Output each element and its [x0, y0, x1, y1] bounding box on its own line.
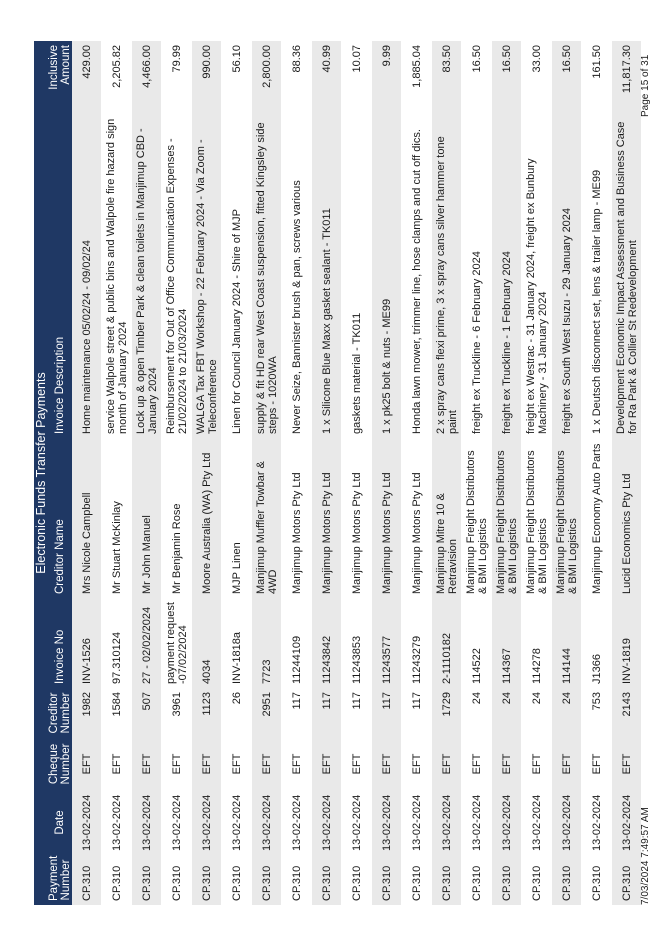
table-row — [552, 41, 582, 905]
cell-cheque-number: EFT — [380, 753, 393, 775]
cell-invoice-description: Reimbursement for Out of Office Communication Expenses - 21/02/2024 to 21/03/2024 — [164, 138, 189, 434]
cell-inclusive-amount: 161.50 — [590, 45, 603, 79]
cell-creditor-name: Mr Stuart McKinlay — [110, 501, 123, 594]
table-row — [192, 41, 222, 905]
cell-creditor-number: 24 — [500, 692, 513, 705]
cell-date: 13-02-2024 — [80, 794, 93, 851]
table-row — [462, 41, 492, 905]
header-creditor-name: Creditor Name — [54, 519, 66, 594]
cell-creditor-number: 117 — [350, 692, 363, 710]
cell-payment-number: CP.310 — [590, 865, 603, 901]
cell-invoice-description: freight ex Westrac - 31 January 2024, freight ex Bunbury Machinery - 31 January 2024 — [524, 158, 549, 434]
cell-cheque-number: EFT — [140, 753, 153, 775]
cell-date: 13-02-2024 — [620, 794, 633, 851]
cell-creditor-number: 2951 — [260, 692, 273, 717]
table-row — [222, 41, 252, 905]
cell-payment-number: CP.310 — [410, 865, 423, 901]
table-row — [582, 41, 612, 905]
cell-creditor-number: 1729 — [440, 692, 453, 717]
table-header-row — [48, 41, 72, 905]
header-cheque-number: Cheque Number — [48, 743, 72, 785]
cell-creditor-number: 26 — [230, 692, 243, 705]
cell-invoice-no: 97.310124 — [110, 632, 123, 684]
cell-payment-number: CP.310 — [170, 865, 183, 901]
cell-inclusive-amount: 429.00 — [80, 45, 93, 79]
cell-invoice-no: 11243577 — [380, 635, 393, 684]
cell-date: 13-02-2024 — [200, 794, 213, 851]
cell-inclusive-amount: 56.10 — [230, 45, 243, 73]
cell-invoice-description: 1 x pk25 bolt & nuts - ME99 — [380, 298, 393, 434]
cell-creditor-number: 1982 — [80, 692, 93, 717]
cell-cheque-number: EFT — [500, 753, 513, 775]
cell-date: 13-02-2024 — [230, 794, 243, 851]
table-row — [312, 41, 342, 905]
cell-date: 13-02-2024 — [170, 794, 183, 851]
cell-inclusive-amount: 2,800.00 — [260, 45, 273, 88]
header-creditor-number: Creditor Number — [48, 692, 72, 734]
table-banner: Electronic Funds Transfer Payments — [34, 41, 48, 905]
cell-inclusive-amount: 16.50 — [560, 45, 573, 73]
table-row — [72, 41, 102, 905]
cell-date: 13-02-2024 — [350, 794, 363, 851]
cell-cheque-number: EFT — [590, 753, 603, 775]
cell-creditor-name: Mr Benjamin Rose — [170, 503, 183, 594]
cell-creditor-name: Manjimup Motors Pty Ltd — [320, 472, 333, 594]
header-inclusive-amount: Inclusive Amount — [48, 45, 72, 90]
cell-payment-number: CP.310 — [320, 865, 333, 901]
cell-inclusive-amount: 16.50 — [500, 45, 513, 73]
cell-creditor-number: 24 — [560, 692, 573, 705]
cell-date: 13-02-2024 — [410, 794, 423, 851]
table-row — [102, 41, 132, 905]
cell-date: 13-02-2024 — [470, 794, 483, 851]
cell-creditor-number: 753 — [590, 692, 603, 711]
cell-creditor-name: Manjimup Motors Pty Ltd — [290, 472, 303, 594]
cell-invoice-description: Honda lawn mower, trimmer line, hose clamps and cut off dics. — [410, 129, 423, 434]
cell-cheque-number: EFT — [620, 753, 633, 775]
cell-inclusive-amount: 9.99 — [380, 45, 393, 67]
cell-payment-number: CP.310 — [620, 865, 633, 901]
cell-date: 13-02-2024 — [380, 794, 393, 851]
cell-creditor-name: Manjimup Economy Auto Parts — [590, 443, 603, 594]
cell-payment-number: CP.310 — [500, 865, 513, 901]
cell-payment-number: CP.310 — [80, 865, 93, 901]
cell-date: 13-02-2024 — [590, 794, 603, 851]
print-timestamp: 7/03/2024 7:49:57 AM — [640, 807, 651, 905]
cell-inclusive-amount: 1,885.04 — [410, 45, 423, 88]
header-invoice-description: Invoice Description — [54, 336, 66, 434]
cell-creditor-name: Mrs Nicole Campbell — [80, 492, 93, 594]
cell-cheque-number: EFT — [290, 753, 303, 775]
cell-date: 13-02-2024 — [260, 794, 273, 851]
cell-payment-number: CP.310 — [230, 865, 243, 901]
cell-inclusive-amount: 40.99 — [320, 45, 333, 73]
cell-creditor-name: Manjimup Freight Distributors & BMI Logistics — [554, 450, 579, 594]
cell-creditor-name: MJP Linen — [230, 542, 243, 594]
table-row — [492, 41, 522, 905]
cell-payment-number: CP.310 — [560, 865, 573, 901]
cell-date: 13-02-2024 — [530, 794, 543, 851]
cell-creditor-name: Mr John Manuel — [140, 515, 153, 594]
cell-date: 13-02-2024 — [500, 794, 513, 851]
cell-cheque-number: EFT — [560, 753, 573, 775]
cell-creditor-number: 1123 — [200, 692, 213, 716]
table-row — [282, 41, 312, 905]
cell-creditor-name: Manjimup Motors Pty Ltd — [350, 472, 363, 594]
cell-creditor-number: 3961 — [170, 692, 183, 717]
cell-creditor-number: 117 — [380, 692, 393, 710]
cell-inclusive-amount: 16.50 — [470, 45, 483, 73]
cell-creditor-name: Lucid Economics Pty Ltd — [620, 473, 633, 594]
cell-cheque-number: EFT — [260, 753, 273, 775]
cell-invoice-description: Home maintenance 05/02/24 - 09/02/24 — [80, 240, 93, 434]
cell-inclusive-amount: 2,205.82 — [110, 45, 123, 88]
table-row — [162, 41, 192, 905]
cell-invoice-description: 1 x Deutsch disconnect set, lens & trailer lamp - ME99 — [590, 169, 603, 434]
cell-invoice-description: Development Economic Impact Assessment and Business Case for Ra Park & Collier St Redevelopment — [614, 121, 639, 434]
cell-invoice-description: supply & fit HD rear West Coast suspension, fitted Kingsley side steps - 1020WA — [254, 122, 279, 434]
cell-invoice-description: Never Seize, Bannister brush & pan, screws various — [290, 180, 303, 434]
cell-invoice-no: J1366 — [590, 654, 603, 684]
cell-invoice-description: Lock up & open Timber Park & clean toilets in Manjimup CBD - January 2024 — [134, 128, 159, 434]
cell-inclusive-amount: 33.00 — [530, 45, 543, 73]
cell-invoice-no: 2-1110182 — [440, 633, 453, 684]
cell-invoice-no: 11243279 — [410, 635, 423, 684]
cell-invoice-no: 114367 — [500, 648, 513, 684]
cell-invoice-no: 11243853 — [350, 635, 363, 684]
cell-invoice-no: INV-1818a — [230, 632, 243, 684]
cell-cheque-number: EFT — [110, 753, 123, 775]
cell-invoice-description: Linen for Council January 2024 - Shire of MJP — [230, 208, 243, 434]
cell-creditor-number: 117 — [320, 692, 333, 710]
table-row — [522, 41, 552, 905]
cell-invoice-no: 11243842 — [320, 635, 333, 684]
cell-invoice-no: INV-1526 — [80, 638, 93, 684]
cell-payment-number: CP.310 — [470, 865, 483, 901]
cell-invoice-no: 114522 — [470, 648, 483, 684]
cell-invoice-description: WALGA Tax FBT Workshop - 22 February 2024 - Via Zoom - Teleconference — [194, 139, 219, 434]
cell-payment-number: CP.310 — [290, 865, 303, 901]
cell-invoice-no: 7723 — [260, 659, 273, 684]
cell-invoice-description: 2 x spray cans flexi prime, 3 x spray cans silver hammer tone paint — [434, 136, 459, 434]
cell-creditor-number: 507 — [140, 692, 153, 711]
cell-payment-number: CP.310 — [530, 865, 543, 901]
cell-date: 13-02-2024 — [560, 794, 573, 851]
cell-invoice-description: freight ex Truckline - 6 February 2024 — [470, 251, 483, 434]
table-row — [402, 41, 432, 905]
cell-date: 13-02-2024 — [290, 794, 303, 851]
cell-payment-number: CP.310 — [110, 865, 123, 901]
table-body — [72, 41, 642, 905]
cell-cheque-number: EFT — [440, 753, 453, 775]
cell-cheque-number: EFT — [200, 753, 213, 775]
cell-invoice-no: 114144 — [560, 648, 573, 684]
page-number: Page 15 of 31 — [640, 54, 651, 117]
header-date: Date — [54, 810, 66, 835]
cell-invoice-description: gaskets material - TK011 — [350, 312, 363, 434]
table-row — [252, 41, 282, 905]
cell-creditor-number: 2143 — [620, 692, 633, 717]
cell-date: 13-02-2024 — [320, 794, 333, 851]
cell-creditor-name: Manjimup Muffler Towbar & 4WD — [254, 461, 279, 594]
cell-invoice-description: freight ex South West Isuzu - 29 January 2024 — [560, 207, 573, 434]
cell-creditor-number: 1584 — [110, 692, 123, 717]
cell-payment-number: CP.310 — [200, 865, 213, 901]
cell-cheque-number: EFT — [470, 753, 483, 775]
table-row — [612, 41, 642, 905]
cell-creditor-number: 24 — [530, 692, 543, 705]
cell-inclusive-amount: 10.07 — [350, 45, 363, 73]
cell-creditor-name: Manjimup Motors Pty Ltd — [380, 472, 393, 594]
cell-invoice-no: 4034 — [200, 659, 213, 684]
cell-creditor-number: 117 — [410, 692, 423, 710]
cell-invoice-no: 114278 — [530, 648, 543, 684]
cell-invoice-no: 11244109 — [290, 635, 303, 684]
cell-date: 13-02-2024 — [110, 794, 123, 851]
cell-cheque-number: EFT — [530, 753, 543, 775]
cell-payment-number: CP.310 — [380, 865, 393, 901]
table-row — [132, 41, 162, 905]
eft-payments-table — [34, 41, 639, 905]
table-row — [342, 41, 372, 905]
cell-creditor-name: Manjimup Freight Distributors & BMI Logistics — [524, 450, 549, 594]
cell-creditor-name: Manjimup Mitre 10 & Retravision — [434, 493, 459, 594]
cell-date: 13-02-2024 — [140, 794, 153, 851]
cell-creditor-number: 24 — [470, 692, 483, 705]
cell-cheque-number: EFT — [350, 753, 363, 775]
cell-invoice-no: 27 - 02/02/2024 — [140, 606, 153, 684]
cell-invoice-no: payment request -07/02/2024 — [164, 602, 189, 684]
cell-inclusive-amount: 79.99 — [170, 45, 183, 73]
cell-cheque-number: EFT — [170, 753, 183, 775]
cell-invoice-no: INV-1819 — [620, 638, 633, 684]
cell-cheque-number: EFT — [320, 753, 333, 775]
cell-creditor-name: Moore Australia (WA) Pty Ltd — [200, 452, 213, 594]
cell-creditor-name: Manjimup Freight Distributors & BMI Logistics — [494, 450, 519, 594]
cell-invoice-description: service Walpole street & public bins and Walpole fire hazard sign month of January 2024 — [104, 118, 129, 434]
cell-payment-number: CP.310 — [440, 865, 453, 901]
cell-creditor-number: 117 — [290, 692, 303, 710]
cell-cheque-number: EFT — [410, 753, 423, 775]
cell-payment-number: CP.310 — [140, 865, 153, 901]
cell-date: 13-02-2024 — [440, 794, 453, 851]
header-invoice-no: Invoice No — [54, 629, 66, 684]
cell-inclusive-amount: 990.00 — [200, 45, 213, 79]
cell-payment-number: CP.310 — [350, 865, 363, 901]
cell-cheque-number: EFT — [80, 753, 93, 775]
table-row — [372, 41, 402, 905]
table-row — [432, 41, 462, 905]
cell-invoice-description: 1 x Silicone Blue Maxx gasket sealant - TK011 — [320, 208, 333, 434]
cell-inclusive-amount: 88.36 — [290, 45, 303, 73]
header-payment-number: Payment Number — [48, 855, 72, 901]
cell-inclusive-amount: 83.50 — [440, 45, 453, 73]
cell-cheque-number: EFT — [230, 753, 243, 775]
cell-creditor-name: Manjimup Freight Distributors & BMI Logistics — [464, 450, 489, 594]
cell-inclusive-amount: 11,817.30 — [620, 45, 633, 94]
cell-creditor-name: Manjimup Motors Pty Ltd — [410, 472, 423, 594]
cell-inclusive-amount: 4,466.00 — [140, 45, 153, 88]
cell-invoice-description: freight ex Truckline - 1 February 2024 — [500, 251, 513, 434]
cell-payment-number: CP.310 — [260, 865, 273, 901]
